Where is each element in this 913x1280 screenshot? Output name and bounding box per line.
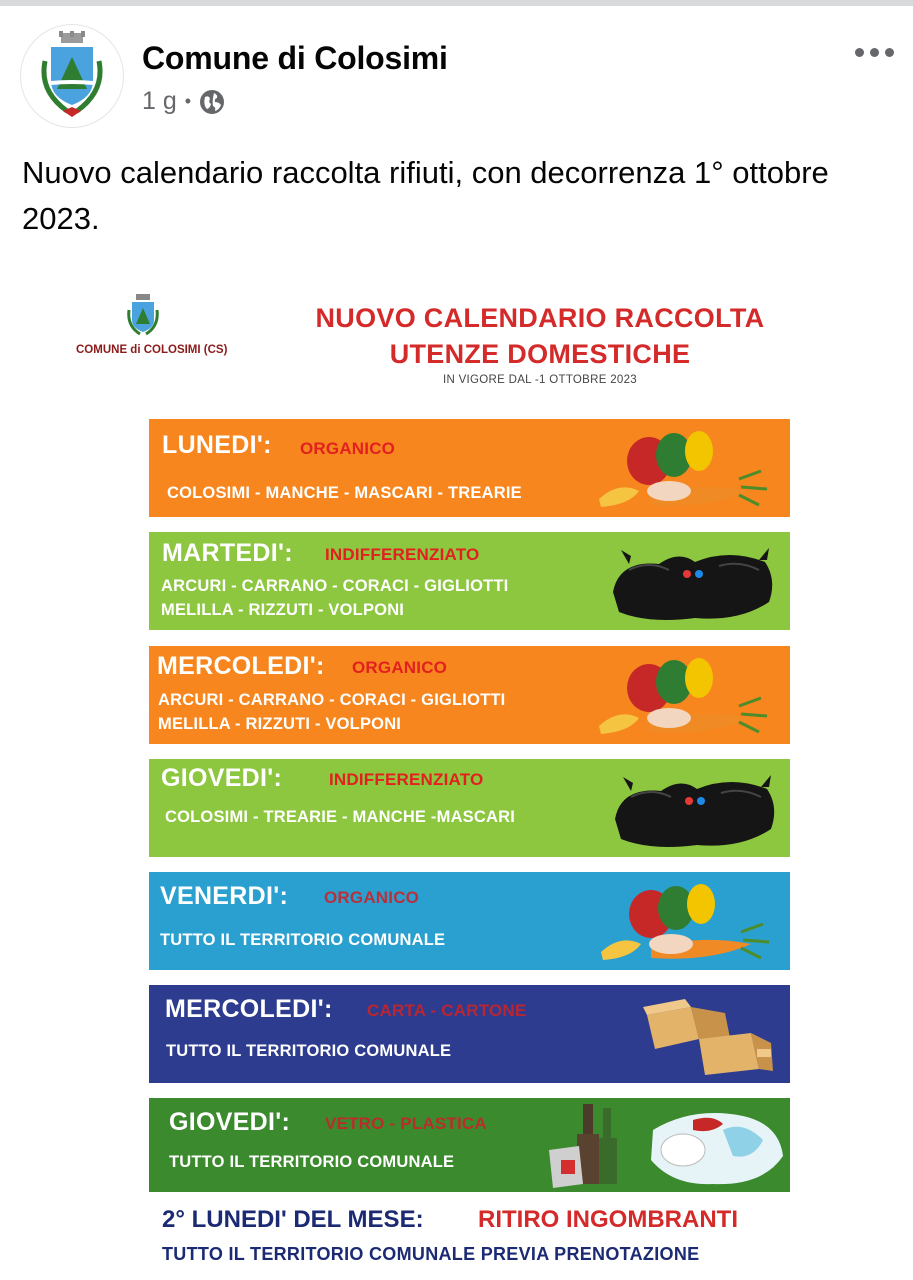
globe-icon bbox=[199, 89, 225, 115]
flyer-title bbox=[230, 300, 850, 372]
more-options-icon[interactable] bbox=[855, 48, 894, 57]
garbage-bags-icon bbox=[611, 767, 781, 851]
coat-of-arms-icon bbox=[37, 31, 107, 121]
zone-line: ARCURI - CARRANO - CORACI - GIGLIOTTI bbox=[158, 691, 506, 709]
zone-line: MELILLA - RIZZUTI - VOLPONI bbox=[158, 715, 402, 733]
calendar-flyer[interactable] bbox=[0, 278, 913, 1280]
schedule-row bbox=[149, 532, 790, 630]
schedule-row bbox=[149, 419, 790, 517]
zone-line: TUTTO IL TERRITORIO COMUNALE bbox=[169, 1153, 455, 1171]
zone-line: COLOSIMI - MANCHE - MASCARI - TREARIE bbox=[167, 484, 522, 502]
row-waste-type: CARTA - CARTONE bbox=[367, 1001, 527, 1020]
cardboard-boxes-icon bbox=[639, 993, 779, 1079]
row-day: GIOVEDI': bbox=[169, 1108, 291, 1136]
row-waste-type: INDIFFERENZIATO bbox=[325, 545, 480, 564]
organic-waste-icon bbox=[591, 878, 781, 968]
row-zones bbox=[169, 1150, 454, 1174]
post-text: Nuovo calendario raccolta rifiuti, con decorrenza 1° ottobre 2023. bbox=[22, 155, 829, 236]
row-zones bbox=[160, 928, 445, 952]
row-zones bbox=[165, 805, 515, 829]
flyer-subtitle: IN VIGORE DAL -1 OTTOBRE 2023 bbox=[442, 374, 638, 386]
zone-line: TUTTO IL TERRITORIO COMUNALE bbox=[160, 931, 446, 949]
row-waste-type: VETRO - PLASTICA bbox=[325, 1114, 487, 1133]
separator-dot: • bbox=[184, 91, 192, 111]
row-day: MARTEDI': bbox=[162, 539, 293, 567]
bulky-note: TUTTO IL TERRITORIO COMUNALE PREVIA PRENOTAZIONE bbox=[162, 1244, 700, 1264]
comune-label: COMUNE di COLOSIMI (CS) bbox=[76, 344, 228, 356]
flyer-logo-icon bbox=[126, 294, 160, 338]
row-day: VENERDI': bbox=[160, 882, 289, 910]
schedule-row bbox=[149, 1098, 790, 1192]
organic-waste-icon bbox=[589, 652, 779, 742]
flyer-title-line1: NUOVO CALENDARIO RACCOLTA bbox=[315, 303, 765, 333]
bulky-label: 2° LUNEDI' DEL MESE: bbox=[162, 1206, 424, 1233]
row-zones bbox=[166, 1039, 451, 1063]
schedule-row bbox=[149, 759, 790, 857]
post-meta bbox=[142, 87, 225, 116]
zone-line: MELILLA - RIZZUTI - VOLPONI bbox=[161, 601, 405, 619]
zone-line: TUTTO IL TERRITORIO COMUNALE bbox=[166, 1042, 452, 1060]
row-zones bbox=[161, 574, 508, 622]
organic-waste-icon bbox=[589, 425, 779, 515]
schedule-row bbox=[149, 985, 790, 1083]
row-zones bbox=[167, 481, 522, 505]
row-waste-type: INDIFFERENZIATO bbox=[329, 770, 484, 789]
bulky-type: RITIRO INGOMBRANTI bbox=[478, 1206, 738, 1233]
flyer-title-line2: UTENZE DOMESTICHE bbox=[389, 339, 691, 369]
row-day: MERCOLEDI': bbox=[165, 995, 333, 1023]
page-name[interactable]: Comune di Colosimi bbox=[142, 40, 448, 76]
page-avatar[interactable] bbox=[20, 24, 124, 128]
garbage-bags-icon bbox=[609, 540, 779, 624]
row-day: LUNEDI': bbox=[162, 431, 272, 459]
row-day: GIOVEDI': bbox=[161, 764, 283, 792]
row-waste-type: ORGANICO bbox=[324, 888, 420, 907]
row-zones bbox=[158, 688, 505, 736]
row-day: MERCOLEDI': bbox=[157, 652, 325, 680]
schedule-row bbox=[149, 646, 790, 744]
zone-line: ARCURI - CARRANO - CORACI - GIGLIOTTI bbox=[161, 577, 509, 595]
schedule-row bbox=[149, 872, 790, 970]
top-divider bbox=[0, 0, 913, 6]
post-time[interactable]: 1 g bbox=[142, 87, 177, 115]
zone-line: COLOSIMI - TREARIE - MANCHE -MASCARI bbox=[165, 808, 516, 826]
row-waste-type: ORGANICO bbox=[352, 658, 448, 677]
glass-plastic-icon bbox=[543, 1100, 789, 1190]
row-waste-type: ORGANICO bbox=[300, 439, 396, 458]
